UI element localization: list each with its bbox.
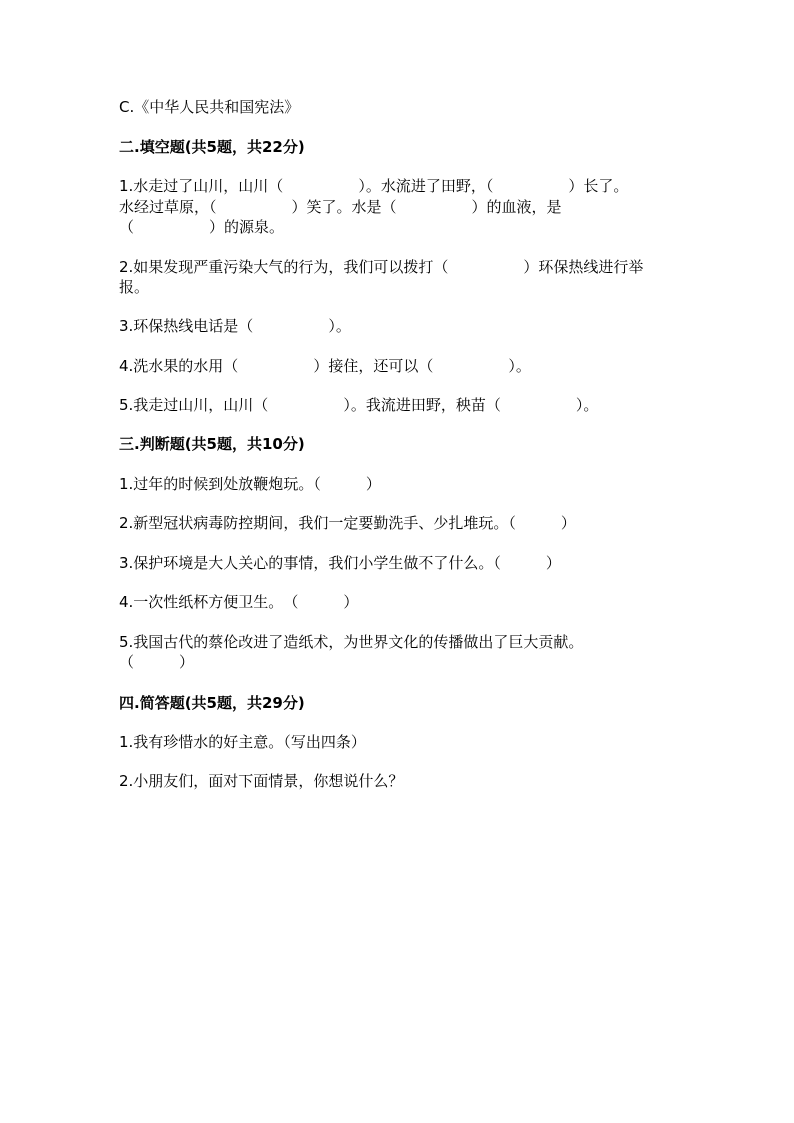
judge-q5-line1: 5.我国古代的蔡伦改进了造纸术，为世界文化的传播做出了巨大贡献。 bbox=[119, 633, 584, 651]
judge-q5-line2: （ ） bbox=[119, 653, 195, 671]
fill-q1-line2: 水经过草原，（ ）笑了。水是（ ）的血液，是 bbox=[119, 198, 562, 216]
short-q1: 1.我有珍惜水的好主意。（写出四条） bbox=[119, 733, 366, 751]
judge-section-heading: 三.判断题(共5题，共10分) bbox=[119, 435, 305, 453]
fill-q2-line2: 报。 bbox=[119, 278, 150, 296]
fill-q2-line1: 2.如果发现严重污染大气的行为，我们可以拨打（ ）环保热线进行举 bbox=[119, 258, 644, 276]
fill-q3: 3.环保热线电话是（ ）。 bbox=[119, 317, 351, 335]
fill-q4: 4.洗水果的水用（ ）接住，还可以（ ）。 bbox=[119, 357, 531, 375]
fill-section-heading: 二.填空题(共5题，共22分) bbox=[119, 138, 305, 156]
judge-q3: 3.保护环境是大人关心的事情，我们小学生做不了什么。（ ） bbox=[119, 554, 561, 572]
fill-q1-line1: 1.水走过了山川，山川（ ）。水流进了田野，（ ）长了。 bbox=[119, 177, 629, 195]
judge-q1: 1.过年的时候到处放鞭炮玩。（ ） bbox=[119, 475, 381, 493]
fill-q5: 5.我走过山川，山川（ ）。我流进田野，秧苗（ ）。 bbox=[119, 396, 599, 414]
judge-q2: 2.新型冠状病毒防控期间，我们一定要勤洗手、少扎堆玩。（ ） bbox=[119, 514, 576, 532]
short-q2: 2.小朋友们，面对下面情景，你想说什么？ bbox=[119, 772, 404, 790]
fill-q1-line3: （ ）的源泉。 bbox=[119, 218, 285, 236]
judge-q4: 4.一次性纸杯方便卫生。 （ ） bbox=[119, 593, 359, 611]
short-section-heading: 四.简答题(共5题，共29分) bbox=[119, 694, 305, 712]
option-c: C.《中华人民共和国宪法》 bbox=[119, 98, 300, 116]
